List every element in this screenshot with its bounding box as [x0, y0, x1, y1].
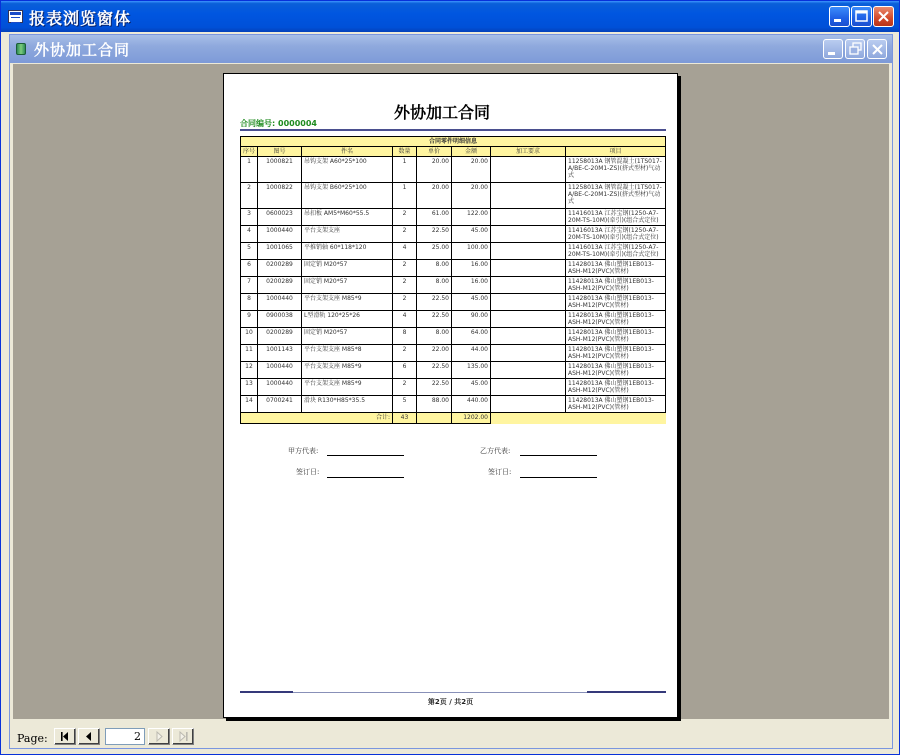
- cell-seq: 11: [241, 345, 258, 362]
- cell-project: 11428013A 佛山塑钢1EB013-ASH-M12(PVC)(管材): [566, 311, 666, 328]
- cell-req: [491, 362, 566, 379]
- cell-qty: 8: [393, 328, 417, 345]
- total-blank: [491, 413, 566, 424]
- contract-form-window: [9, 34, 893, 749]
- cell-name: 吊扣板 AM5*M60*55.5: [302, 209, 393, 226]
- cell-qty: 2: [393, 260, 417, 277]
- cell-qty: 4: [393, 243, 417, 260]
- column-header: 件名: [302, 147, 393, 157]
- cell-code: 1000440: [258, 226, 302, 243]
- cell-name: 平台支架支座 M85*9: [302, 294, 393, 311]
- cell-req: [491, 260, 566, 277]
- cell-name: 固定销 M20*57: [302, 260, 393, 277]
- footer-rule-middle: [293, 692, 587, 693]
- table-row: [241, 328, 666, 345]
- cell-req: [491, 183, 566, 209]
- cell-project: 11428013A 佛山塑钢1EB013-ASH-M12(PVC)(管材): [566, 294, 666, 311]
- cell-req: [491, 243, 566, 260]
- table-row: [241, 294, 666, 311]
- previous-page-button[interactable]: [78, 728, 100, 745]
- cell-name: L型滑轨 120*25*26: [302, 311, 393, 328]
- previous-page-icon: [79, 729, 99, 744]
- cell-project: 11416013A 江苏宝钢(1250-A7-20M-TS-10M)(牵引)(组合式定位): [566, 243, 666, 260]
- cell-qty: 2: [393, 294, 417, 311]
- table-body: [241, 157, 666, 413]
- column-header: 数量: [393, 147, 417, 157]
- cell-price: 61.00: [417, 209, 452, 226]
- report-window-icon: [8, 10, 23, 23]
- cell-qty: 2: [393, 277, 417, 294]
- cell-req: [491, 379, 566, 396]
- last-page-button[interactable]: [172, 728, 194, 745]
- form-close-button[interactable]: [867, 39, 887, 59]
- cell-seq: 9: [241, 311, 258, 328]
- form-title: 外协加工合同: [34, 41, 131, 59]
- cell-seq: 13: [241, 379, 258, 396]
- cell-code: 0600023: [258, 209, 302, 226]
- cell-amount: 45.00: [452, 226, 491, 243]
- table-row: [241, 277, 666, 294]
- page-number-input[interactable]: 2: [105, 728, 145, 745]
- total-blank: [566, 413, 666, 424]
- table-total-row: [241, 413, 666, 424]
- cell-code: 0200289: [258, 277, 302, 294]
- cell-code: 1000821: [258, 157, 302, 183]
- cell-amount: 135.00: [452, 362, 491, 379]
- cell-name: 平台支架支座 M85*8: [302, 345, 393, 362]
- cell-name: 固定销 M20*57: [302, 277, 393, 294]
- cell-seq: 14: [241, 396, 258, 413]
- cell-amount: 100.00: [452, 243, 491, 260]
- cell-qty: 2: [393, 345, 417, 362]
- party-b-line: [520, 455, 597, 456]
- cell-qty: 4: [393, 311, 417, 328]
- party-a-label: 甲方代表:: [288, 447, 319, 455]
- next-page-icon: [149, 729, 169, 744]
- cell-project: 11428013A 佛山塑钢1EB013-ASH-M12(PVC)(管材): [566, 396, 666, 413]
- cell-req: [491, 277, 566, 294]
- cell-amount: 16.00: [452, 260, 491, 277]
- window-title: 报表浏览窗体: [29, 9, 132, 28]
- cell-price: 22.50: [417, 379, 452, 396]
- cell-code: 0700241: [258, 396, 302, 413]
- cell-project: 11428013A 佛山塑钢1EB013-ASH-M12(PVC)(管材): [566, 328, 666, 345]
- column-header: 序号: [241, 147, 258, 157]
- table-caption: 合同零件明细信息: [241, 137, 666, 147]
- cell-qty: 1: [393, 183, 417, 209]
- cell-project: 11428013A 佛山塑钢1EB013-ASH-M12(PVC)(管材): [566, 362, 666, 379]
- cell-qty: 1: [393, 157, 417, 183]
- party-b-label: 乙方代表:: [480, 447, 511, 455]
- cell-project: 11258013A 钢管混凝土(1TS017-A/BE-C-20M1-ZS)(挤式型材)气动式: [566, 157, 666, 183]
- page-navigation-bar: [10, 723, 892, 748]
- cell-name: 平台支架支座 M85*9: [302, 362, 393, 379]
- report-preview-area[interactable]: [13, 64, 889, 719]
- table-row: [241, 260, 666, 277]
- footer-rule-right: [587, 691, 666, 693]
- cell-seq: 10: [241, 328, 258, 345]
- cell-price: 8.00: [417, 260, 452, 277]
- minimize-icon: [830, 7, 849, 26]
- cell-req: [491, 157, 566, 183]
- cell-project: 11416013A 江苏宝钢(1250-A7-20M-TS-10M)(牵引)(组合式定位): [566, 209, 666, 226]
- form-titlebar[interactable]: [10, 35, 892, 63]
- cell-seq: 6: [241, 260, 258, 277]
- cell-seq: 8: [241, 294, 258, 311]
- cell-qty: 2: [393, 209, 417, 226]
- cell-seq: 1: [241, 157, 258, 183]
- sign-date-b-label: 签订日:: [488, 468, 512, 476]
- cell-req: [491, 345, 566, 362]
- cell-code: 1000440: [258, 362, 302, 379]
- cell-req: [491, 311, 566, 328]
- table-row: [241, 209, 666, 226]
- cell-seq: 3: [241, 209, 258, 226]
- cell-name: 滑块 R130*H85*35.5: [302, 396, 393, 413]
- table-row: [241, 396, 666, 413]
- party-a-line: [327, 455, 404, 456]
- total-qty: 43: [393, 413, 417, 424]
- column-header: 金额: [452, 147, 491, 157]
- cell-price: 22.50: [417, 311, 452, 328]
- cell-amount: 122.00: [452, 209, 491, 226]
- contract-number-value: 0000004: [278, 119, 317, 128]
- cell-name: 吊钩支架 A60*25*100: [302, 157, 393, 183]
- page-footer: 第2页 / 共2页: [427, 698, 474, 706]
- report-title: 外协加工合同: [394, 103, 491, 122]
- footer-rule-left: [240, 691, 293, 693]
- contract-number-label: 合同编号:: [240, 119, 276, 128]
- parts-table: [240, 136, 666, 424]
- next-page-button[interactable]: [148, 728, 170, 745]
- column-header: 项目: [566, 147, 666, 157]
- cell-code: 0200289: [258, 328, 302, 345]
- cell-qty: 5: [393, 396, 417, 413]
- last-page-icon: [173, 729, 193, 744]
- table-row: [241, 379, 666, 396]
- cell-qty: 2: [393, 226, 417, 243]
- minimize-button[interactable]: [829, 6, 850, 27]
- total-label: 合计:: [241, 413, 393, 424]
- form-icon: [16, 43, 26, 55]
- maximize-button[interactable]: [851, 6, 872, 27]
- table-row: [241, 157, 666, 183]
- cell-amount: 45.00: [452, 294, 491, 311]
- maximize-icon: [852, 7, 871, 26]
- total-amount: 1202.00: [452, 413, 491, 424]
- cell-amount: 20.00: [452, 157, 491, 183]
- cell-price: 20.00: [417, 157, 452, 183]
- cell-seq: 2: [241, 183, 258, 209]
- cell-price: 88.00: [417, 396, 452, 413]
- cell-req: [491, 226, 566, 243]
- cell-project: 11428013A 佛山塑钢1EB013-ASH-M12(PVC)(管材): [566, 379, 666, 396]
- cell-code: 1000440: [258, 379, 302, 396]
- contract-number: [240, 118, 317, 129]
- column-header: 加工要求: [491, 147, 566, 157]
- table-row: [241, 345, 666, 362]
- cell-seq: 4: [241, 226, 258, 243]
- cell-code: 1001143: [258, 345, 302, 362]
- cell-req: [491, 328, 566, 345]
- cell-req: [491, 209, 566, 226]
- close-icon: [874, 7, 893, 26]
- cell-amount: 20.00: [452, 183, 491, 209]
- cell-price: 8.00: [417, 328, 452, 345]
- cell-name: 平推销轴 60*118*120: [302, 243, 393, 260]
- cell-price: 20.00: [417, 183, 452, 209]
- first-page-icon: [55, 729, 75, 744]
- column-header: 单价: [417, 147, 452, 157]
- cell-amount: 44.00: [452, 345, 491, 362]
- cell-seq: 7: [241, 277, 258, 294]
- sign-date-a-line: [327, 477, 404, 478]
- cell-code: 1000440: [258, 294, 302, 311]
- total-price-cell: [417, 413, 452, 424]
- cell-price: 22.50: [417, 294, 452, 311]
- cell-req: [491, 396, 566, 413]
- cell-price: 8.00: [417, 277, 452, 294]
- cell-amount: 64.00: [452, 328, 491, 345]
- cell-project: 11258013A 钢管混凝土(1TS017-A/BE-C-20M1-ZS)(挤式型材)气动式: [566, 183, 666, 209]
- sign-date-a-label: 签订日:: [296, 468, 320, 476]
- restore-icon: [846, 40, 865, 59]
- table-row: [241, 243, 666, 260]
- form-minimize-button[interactable]: [823, 39, 843, 59]
- cell-qty: 2: [393, 379, 417, 396]
- cell-seq: 12: [241, 362, 258, 379]
- cell-code: 1000822: [258, 183, 302, 209]
- page-label: Page:: [17, 732, 48, 745]
- cell-project: 11428013A 佛山塑钢1EB013-ASH-M12(PVC)(管材): [566, 277, 666, 294]
- minimize-icon: [824, 40, 843, 59]
- cell-amount: 90.00: [452, 311, 491, 328]
- cell-amount: 45.00: [452, 379, 491, 396]
- cell-price: 22.00: [417, 345, 452, 362]
- table-row: [241, 311, 666, 328]
- cell-project: 11416013A 江苏宝钢(1250-A7-20M-TS-10M)(牵引)(组合式定位): [566, 226, 666, 243]
- cell-name: 固定销 M20*57: [302, 328, 393, 345]
- cell-req: [491, 294, 566, 311]
- cell-code: 1001065: [258, 243, 302, 260]
- cell-qty: 6: [393, 362, 417, 379]
- cell-name: 吊钩支架 B60*25*100: [302, 183, 393, 209]
- cell-code: 0200289: [258, 260, 302, 277]
- table-row: [241, 226, 666, 243]
- cell-project: 11428013A 佛山塑钢1EB013-ASH-M12(PVC)(管材): [566, 345, 666, 362]
- cell-project: 11428013A 佛山塑钢1EB013-ASH-M12(PVC)(管材): [566, 260, 666, 277]
- sign-date-b-line: [520, 477, 597, 478]
- table-row: [241, 362, 666, 379]
- cell-price: 25.00: [417, 243, 452, 260]
- table-row: [241, 183, 666, 209]
- window-titlebar[interactable]: [1, 1, 899, 32]
- cell-seq: 5: [241, 243, 258, 260]
- cell-price: 22.50: [417, 226, 452, 243]
- form-restore-button[interactable]: [845, 39, 865, 59]
- cell-name: 平台支架支座 M85*9: [302, 379, 393, 396]
- cell-amount: 440.00: [452, 396, 491, 413]
- table-header-row: [241, 147, 666, 157]
- title-rule: [240, 129, 666, 131]
- cell-name: 平台支架支座: [302, 226, 393, 243]
- close-button[interactable]: [873, 6, 894, 27]
- cell-code: 0900038: [258, 311, 302, 328]
- first-page-button[interactable]: [54, 728, 76, 745]
- column-header: 图号: [258, 147, 302, 157]
- close-icon: [868, 40, 887, 59]
- report-page: [223, 73, 678, 718]
- cell-price: 22.50: [417, 362, 452, 379]
- cell-amount: 16.00: [452, 277, 491, 294]
